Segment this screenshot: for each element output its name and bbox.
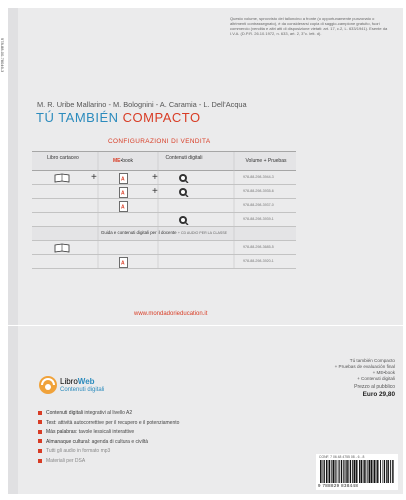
header-volume: Volume + Pruebas bbox=[245, 158, 287, 164]
table-row: + A + 978-88-298-3944-3 bbox=[32, 171, 296, 185]
svg-text:A: A bbox=[121, 260, 125, 267]
package-contents: Tú también Compacto + Pruebas de evaluación final + ME•book + Contenuti digitali bbox=[334, 358, 395, 381]
header-mebook: ME•book bbox=[112, 158, 134, 164]
svg-text:A: A bbox=[121, 204, 125, 211]
book-icon bbox=[54, 243, 70, 253]
plus-sign: + bbox=[152, 172, 158, 183]
digital-content-icon bbox=[178, 187, 189, 197]
mebook-icon bbox=[119, 257, 128, 268]
svg-text:A: A bbox=[121, 190, 125, 197]
digital-content-icon bbox=[178, 173, 189, 183]
bullet-icon bbox=[38, 439, 42, 443]
barcode-number: 9 788829 838448 bbox=[318, 483, 359, 488]
libroweb-subtitle: Contenuti digitali bbox=[60, 387, 105, 393]
book-title bbox=[36, 110, 201, 125]
mebook-icon bbox=[119, 173, 128, 184]
price: Euro 29,80 bbox=[362, 391, 395, 398]
table-row: A 978-88-298-3937-0 bbox=[32, 199, 296, 213]
legal-notice: Questo volume, sprovvisto del talloncino a fronte (o opportunamente punzonato o altrimenti contrassegnato), è da considerarsi copia di saggio-campione gratuito, fuori commercio (vendita e altri atti di disposizione vietati: art. 17, c.2, L. 633/1941). Esente da I.V.A. (D.P.R. 26.10.1972, n. 633, art. 2, 3°c. lett. d). bbox=[230, 16, 388, 36]
libroweb-logo-icon bbox=[38, 375, 58, 395]
list-item: Materiali per DSA bbox=[38, 457, 238, 467]
table-header bbox=[32, 152, 296, 171]
svg-text:A: A bbox=[121, 176, 125, 183]
list-item: Más palabras: tavole lessicali interattive bbox=[38, 428, 238, 438]
guide-row-header: Guida e contenuti digitali per il docente + CD AUDIO PER LA CLASSE bbox=[32, 227, 296, 241]
barcode-bars bbox=[320, 460, 394, 483]
price-label: Prezzo al pubblico bbox=[354, 384, 395, 390]
config-title: CONFIGURAZIONI DI VENDITA bbox=[108, 138, 211, 145]
spine-text: 978-88-00-78046-3 bbox=[0, 38, 5, 73]
title-part-1: TÚ TAMBIÉN bbox=[36, 110, 119, 125]
table-row: A 978-88-298-3920-1 bbox=[32, 255, 296, 269]
header-libro: Libro cartaceo bbox=[47, 155, 79, 161]
table-row: 978-88-298-3685-5 bbox=[32, 241, 296, 255]
plus-sign: + bbox=[91, 172, 97, 183]
list-item: Test: attività autocorrettive per il recupero e il potenziamento bbox=[38, 419, 238, 429]
plus-sign: + bbox=[152, 186, 158, 197]
table-row: 978-88-298-3939-1 bbox=[32, 213, 296, 227]
title-part-2: COMPACTO bbox=[122, 110, 201, 125]
sales-configurations-table bbox=[32, 151, 296, 269]
authors: M. R. Uribe Mallarino - M. Bolognini - A. Caramia - L. Dell'Acqua bbox=[37, 100, 247, 109]
list-item: Almanaque cultural: agenda di cultura e civiltà bbox=[38, 438, 238, 448]
bullet-icon bbox=[38, 430, 42, 434]
bullet-icon bbox=[38, 459, 42, 463]
feature-list bbox=[38, 409, 238, 467]
bullet-icon bbox=[38, 420, 42, 424]
mebook-icon bbox=[119, 201, 128, 212]
list-item: Contenuti digitali integrativi al livello A2 bbox=[38, 409, 238, 419]
header-contenuti: Contenuti digitali bbox=[165, 155, 203, 161]
bullet-icon bbox=[38, 411, 42, 415]
digital-content-icon bbox=[178, 215, 189, 225]
barcode bbox=[316, 454, 398, 490]
list-item: Tutti gli audio in formato mp3 bbox=[38, 447, 238, 457]
libroweb-title: LibroWeb bbox=[60, 377, 95, 386]
section-divider bbox=[8, 325, 403, 326]
bullet-icon bbox=[38, 449, 42, 453]
table-row: A + 978-88-298-3935-6 bbox=[32, 185, 296, 199]
isbn-line: CONF. 7 06 48 4755 08 - 6 - 8 bbox=[319, 455, 365, 459]
mebook-icon bbox=[119, 187, 128, 198]
book-icon bbox=[54, 173, 70, 183]
publisher-url[interactable]: www.mondadorieducation.it bbox=[134, 311, 208, 317]
spine-strip bbox=[8, 8, 18, 494]
